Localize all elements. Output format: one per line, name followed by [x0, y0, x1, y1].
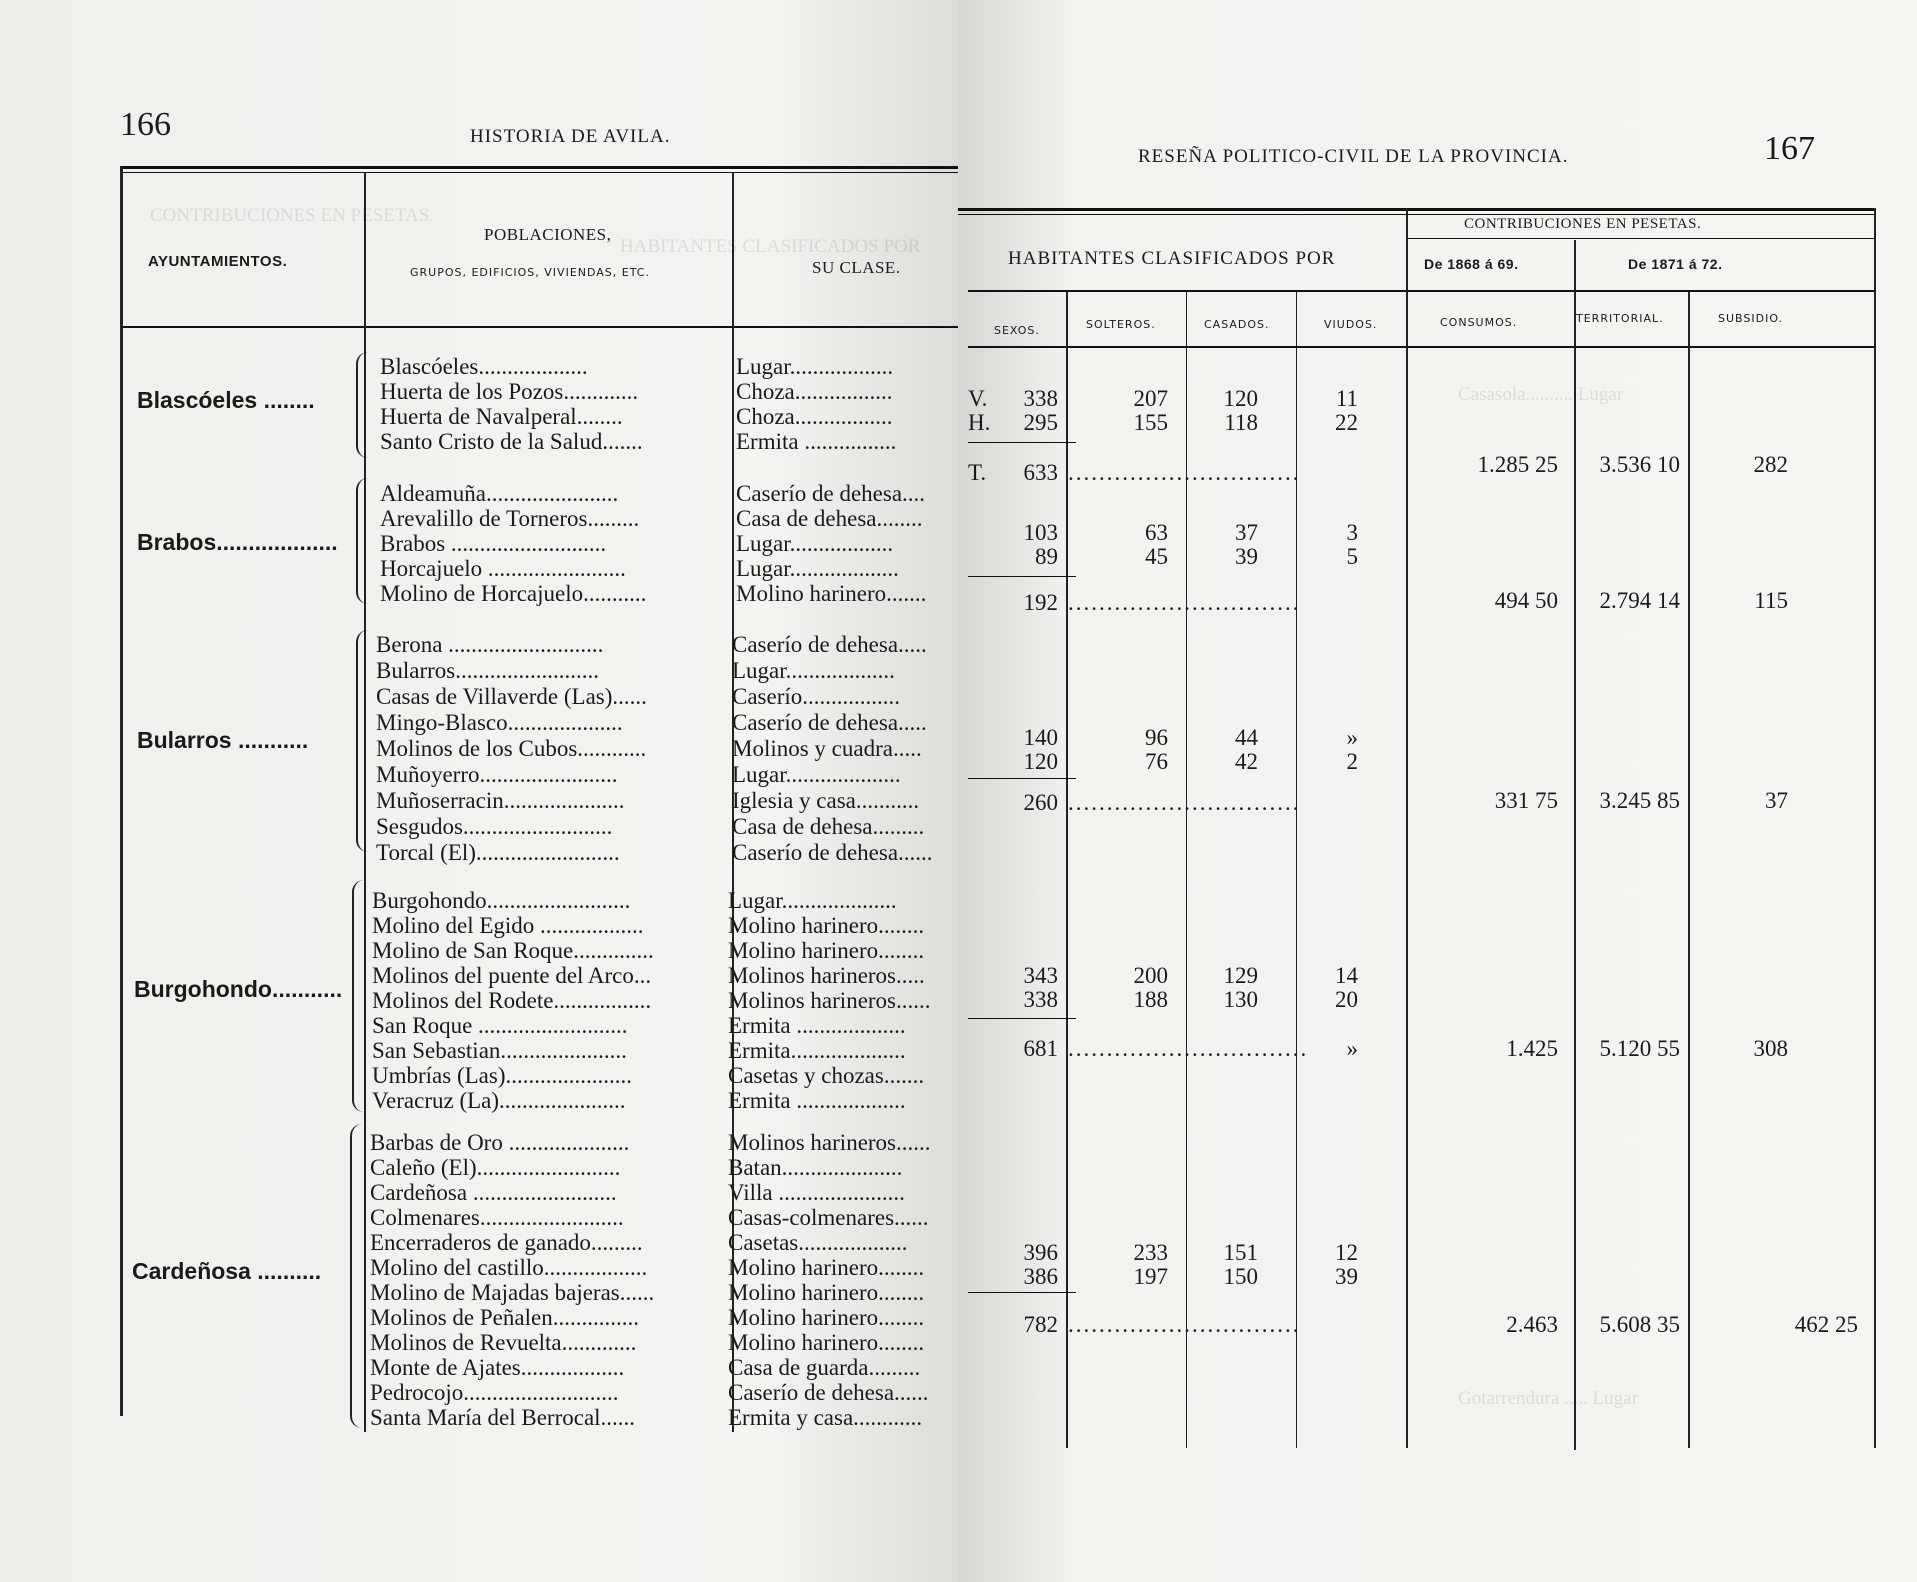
subsidio-value: 37 — [1765, 788, 1788, 813]
casados-value: 150 — [1223, 1264, 1258, 1289]
total-value: 681 — [1023, 1036, 1058, 1061]
place-clase: Casetas y chozas....... — [728, 1063, 925, 1088]
sexos-value: 120 — [1023, 749, 1058, 774]
place-clase: Molinos harineros..... — [728, 963, 925, 988]
place-clase: Molino harinero........ — [728, 913, 925, 938]
total-value: 260 — [1023, 790, 1058, 815]
consumos-value: 494 50 — [1494, 588, 1558, 613]
place-name: Monte de Ajates.................. — [370, 1355, 625, 1380]
place-clase: Caserío de dehesa...... — [728, 1380, 929, 1405]
casados-value: 151 — [1223, 1240, 1258, 1265]
table-top-rule — [120, 166, 958, 169]
territorial-value: 5.120 55 — [1599, 1036, 1680, 1061]
place-name: Molino de Horcajuelo........... — [380, 581, 647, 606]
place-clase: Casa de guarda......... — [728, 1355, 921, 1380]
subheader-top-rule — [968, 290, 1876, 292]
sexos-value: 343 — [1023, 963, 1058, 988]
total-rule — [968, 442, 1076, 443]
place-name: San Roque .......................... — [372, 1013, 628, 1038]
total-rule — [968, 1292, 1076, 1293]
sexos-value: 295 — [1023, 410, 1058, 435]
solteros-value: 63 — [1145, 520, 1168, 545]
bleed-through-text: HABITANTES CLASIFICADOS POR — [620, 236, 921, 257]
sexos-value: 103 — [1023, 520, 1058, 545]
place-name: Molino del castillo.................. — [370, 1255, 648, 1280]
solteros-value: 76 — [1145, 749, 1168, 774]
sexos-value: 386 — [1023, 1264, 1058, 1289]
ayuntamiento-name: Bularros ........... — [137, 727, 309, 753]
total-value: 782 — [1023, 1312, 1058, 1337]
grouping-brace — [350, 1124, 362, 1428]
place-clase: Lugar.................. — [736, 531, 894, 556]
sex-label: H. — [968, 410, 991, 435]
solteros-value: 188 — [1133, 987, 1168, 1012]
viudos-value: 2 — [1346, 749, 1358, 774]
place-clase: Molino harinero........ — [728, 1330, 925, 1355]
leader-dots: .............................. — [1068, 1312, 1301, 1337]
place-clase: Ermita.................... — [728, 1038, 906, 1063]
place-clase: Choza................. — [736, 404, 893, 429]
casados-value: 129 — [1223, 963, 1258, 988]
territorial-value: 3.536 10 — [1599, 452, 1680, 477]
sexos-value: 338 — [1023, 987, 1058, 1012]
total-value: 633 — [1023, 460, 1058, 485]
header-periodo-1871: De 1871 á 72. — [1628, 256, 1723, 272]
casados-value: 42 — [1235, 749, 1258, 774]
viudos-value: 12 — [1335, 1240, 1358, 1265]
place-clase: Ermita ................... — [728, 1013, 906, 1038]
place-name: Torcal (El)......................... — [376, 840, 620, 865]
place-clase: Ermita ................ — [736, 429, 897, 454]
place-clase: Casa de dehesa......... — [732, 814, 925, 839]
place-clase: Villa ...................... — [728, 1180, 905, 1205]
leader-dots: .............................. — [1068, 790, 1301, 815]
place-clase: Casetas................... — [728, 1230, 908, 1255]
casados-value: 37 — [1235, 520, 1258, 545]
place-name: Berona ........................... — [376, 632, 604, 657]
ayuntamiento-name: Cardeñosa .......... — [132, 1258, 322, 1284]
place-name: Molino de San Roque.............. — [372, 938, 654, 963]
header-bottom-rule — [968, 346, 1876, 348]
header-viudos: VIUDOS. — [1324, 318, 1378, 331]
grouping-brace — [356, 630, 368, 852]
casados-value: 120 — [1223, 386, 1258, 411]
leader-dots: .............................. — [1068, 460, 1301, 485]
bleed-through-text: CONTRIBUCIONES EN PESETAS. — [150, 205, 435, 226]
place-name: Aldeamuña....................... — [380, 481, 619, 506]
page-number-left: 166 — [120, 106, 171, 143]
consumos-value: 2.463 — [1506, 1312, 1558, 1337]
territorial-value: 3.245 85 — [1599, 788, 1680, 813]
header-periodo-1868: De 1868 á 69. — [1424, 256, 1519, 272]
table-top-rule-thin — [120, 172, 958, 173]
consumos-value: 1.425 — [1506, 1036, 1558, 1061]
grouping-brace — [352, 880, 364, 1112]
running-head-left: HISTORIA DE AVILA. — [470, 126, 671, 147]
page-number-right: 167 — [1764, 130, 1815, 167]
table-top-rule-thin — [958, 214, 1876, 215]
header-contribuciones: CONTRIBUCIONES EN PESETAS. — [1464, 216, 1702, 232]
solteros-value: 45 — [1145, 544, 1168, 569]
place-name: Molinos del Rodete................. — [372, 988, 652, 1013]
place-clase: Lugar.................... — [728, 888, 897, 913]
place-name: Molinos de los Cubos............ — [376, 736, 647, 761]
place-name: Brabos ........................... — [380, 531, 607, 556]
viudos-value: 14 — [1335, 963, 1358, 988]
total-value: 192 — [1023, 590, 1058, 615]
place-name: Casas de Villaverde (Las)...... — [376, 684, 647, 709]
sexos-value: 396 — [1023, 1240, 1058, 1265]
subsidio-value: 282 — [1753, 452, 1788, 477]
header-poblaciones-sub: GRUPOS, EDIFICIOS, VIVIENDAS, ETC. — [410, 266, 650, 279]
place-name: Sesgudos.......................... — [376, 814, 613, 839]
consumos-value: 331 75 — [1494, 788, 1558, 813]
column-divider — [1688, 292, 1690, 1448]
place-clase: Iglesia y casa........... — [732, 788, 920, 813]
place-clase: Molino harinero....... — [736, 581, 927, 606]
place-clase: Batan..................... — [728, 1155, 903, 1180]
place-name: Huerta de Navalperal........ — [380, 404, 623, 429]
place-name: Encerraderos de ganado......... — [370, 1230, 643, 1255]
viudos-value: 3 — [1346, 520, 1358, 545]
place-name: Molino de Majadas bajeras...... — [370, 1280, 655, 1305]
place-clase: Lugar................... — [736, 556, 899, 581]
place-name: Muñoyerro........................ — [376, 762, 618, 787]
territorial-value: 5.608 35 — [1599, 1312, 1680, 1337]
total-rule — [968, 576, 1076, 577]
place-clase: Molinos y cuadra..... — [732, 736, 922, 761]
viudos-value: » — [1346, 725, 1358, 750]
place-name: Barbas de Oro ..................... — [370, 1130, 630, 1155]
solteros-value: 207 — [1133, 386, 1168, 411]
sexos-value: 338 — [1023, 386, 1058, 411]
table-top-rule — [958, 208, 1876, 211]
left-page — [0, 0, 958, 1582]
place-name: Colmenares......................... — [370, 1205, 624, 1230]
header-consumos: CONSUMOS. — [1440, 316, 1518, 329]
place-name: Horcajuelo ........................ — [380, 556, 626, 581]
place-clase: Molinos harineros...... — [728, 988, 931, 1013]
viudos-value: 11 — [1335, 386, 1358, 411]
place-name: Umbrías (Las)...................... — [372, 1063, 632, 1088]
leader-dots: ............................... — [1068, 1036, 1309, 1061]
header-su-clase: SU CLASE. — [812, 258, 901, 277]
place-name: Cardeñosa ......................... — [370, 1180, 617, 1205]
casados-value: 39 — [1235, 544, 1258, 569]
place-clase: Choza................. — [736, 379, 893, 404]
solteros-value: 155 — [1133, 410, 1168, 435]
header-casados: CASADOS. — [1204, 318, 1270, 331]
column-divider — [1574, 240, 1576, 1450]
place-clase: Molino harinero........ — [728, 1255, 925, 1280]
viudos-value: 39 — [1335, 1264, 1358, 1289]
place-clase: Caserío de dehesa...... — [732, 840, 933, 865]
place-name: Bularros......................... — [376, 658, 599, 683]
bleed-through-text: Gotarrendura ..... Lugar — [1458, 1388, 1638, 1409]
sex-label: V. — [968, 386, 988, 411]
solteros-value: 233 — [1133, 1240, 1168, 1265]
table-right-border — [1874, 208, 1876, 1448]
casados-value: 44 — [1235, 725, 1258, 750]
table-left-border — [120, 166, 123, 1416]
place-clase: Lugar.................... — [732, 762, 901, 787]
place-name: Santa María del Berrocal...... — [370, 1405, 636, 1430]
header-ayuntamientos: AYUNTAMIENTOS. — [148, 253, 288, 270]
header-bottom-rule — [120, 326, 958, 328]
header-solteros: SOLTEROS. — [1086, 318, 1156, 331]
place-name: Molinos de Revuelta............. — [370, 1330, 637, 1355]
sexos-value: 89 — [1035, 544, 1058, 569]
casados-value: 130 — [1223, 987, 1258, 1012]
consumos-value: 1.285 25 — [1477, 452, 1558, 477]
grouping-brace — [356, 478, 368, 604]
place-clase: Molino harinero........ — [728, 938, 925, 963]
place-clase: Molinos harineros...... — [728, 1130, 931, 1155]
place-name: Santo Cristo de la Salud....... — [380, 429, 643, 454]
place-name: Blascóeles................... — [380, 354, 588, 379]
running-head-right: RESEÑA POLITICO-CIVIL DE LA PROVINCIA. — [1138, 146, 1569, 167]
place-name: Arevalillo de Torneros......... — [380, 506, 640, 531]
header-poblaciones: POBLACIONES, — [484, 225, 612, 244]
viudos-value: » — [1346, 1036, 1358, 1061]
place-name: Veracruz (La)...................... — [372, 1088, 626, 1113]
place-clase: Caserío de dehesa..... — [732, 632, 927, 657]
right-page — [958, 0, 1917, 1582]
grouping-brace — [356, 352, 368, 458]
column-divider — [1406, 208, 1408, 1448]
sex-label: T. — [968, 460, 987, 485]
viudos-value: 22 — [1335, 410, 1358, 435]
territorial-value: 2.794 14 — [1599, 588, 1680, 613]
place-name: Mingo-Blasco.................... — [376, 710, 623, 735]
bleed-through-text: Casasola.......... Lugar — [1458, 384, 1624, 405]
place-name: Molino del Egido .................. — [372, 913, 644, 938]
place-clase: Caserío................. — [732, 684, 901, 709]
place-clase: Lugar................... — [732, 658, 895, 683]
place-name: Molinos del puente del Arco... — [372, 963, 652, 988]
solteros-value: 96 — [1145, 725, 1168, 750]
place-clase: Caserío de dehesa..... — [732, 710, 927, 735]
place-clase: Lugar.................. — [736, 354, 894, 379]
place-clase: Ermita ................... — [728, 1088, 906, 1113]
header-subsidio: SUBSIDIO. — [1718, 312, 1784, 325]
total-rule — [968, 1018, 1076, 1019]
header-territorial: TERRITORIAL. — [1576, 312, 1664, 325]
header-habitantes: HABITANTES CLASIFICADOS POR — [1008, 248, 1336, 269]
place-clase: Casas-colmenares...... — [728, 1205, 929, 1230]
place-name: Burgohondo......................... — [372, 888, 631, 913]
viudos-value: 20 — [1335, 987, 1358, 1012]
place-name: Muñoserracin..................... — [376, 788, 625, 813]
place-clase: Molino harinero........ — [728, 1280, 925, 1305]
viudos-value: 5 — [1346, 544, 1358, 569]
place-name: San Sebastian...................... — [372, 1038, 627, 1063]
place-clase: Molino harinero........ — [728, 1305, 925, 1330]
subsidio-value: 308 — [1753, 1036, 1788, 1061]
place-name: Caleño (El)......................... — [370, 1155, 621, 1180]
place-clase: Caserío de dehesa.... — [736, 481, 926, 506]
ayuntamiento-name: Burgohondo........... — [134, 976, 343, 1002]
place-name: Molinos de Peñalen............... — [370, 1305, 639, 1330]
ayuntamiento-name: Blascóeles ........ — [137, 387, 315, 413]
contribuciones-rule — [1408, 238, 1876, 239]
place-clase: Ermita y casa............ — [728, 1405, 923, 1430]
casados-value: 118 — [1224, 410, 1258, 435]
ayuntamiento-name: Brabos................... — [137, 529, 338, 555]
leader-dots: .............................. — [1068, 590, 1301, 615]
total-rule — [968, 778, 1076, 779]
sexos-value: 140 — [1023, 725, 1058, 750]
subsidio-value: 115 — [1754, 588, 1788, 613]
header-sexos: SEXOS. — [994, 324, 1040, 337]
solteros-value: 200 — [1133, 963, 1168, 988]
subsidio-value: 462 25 — [1794, 1312, 1858, 1337]
place-name: Pedrocojo........................... — [370, 1380, 619, 1405]
solteros-value: 197 — [1133, 1264, 1168, 1289]
place-clase: Casa de dehesa........ — [736, 506, 923, 531]
place-name: Huerta de los Pozos............. — [380, 379, 639, 404]
